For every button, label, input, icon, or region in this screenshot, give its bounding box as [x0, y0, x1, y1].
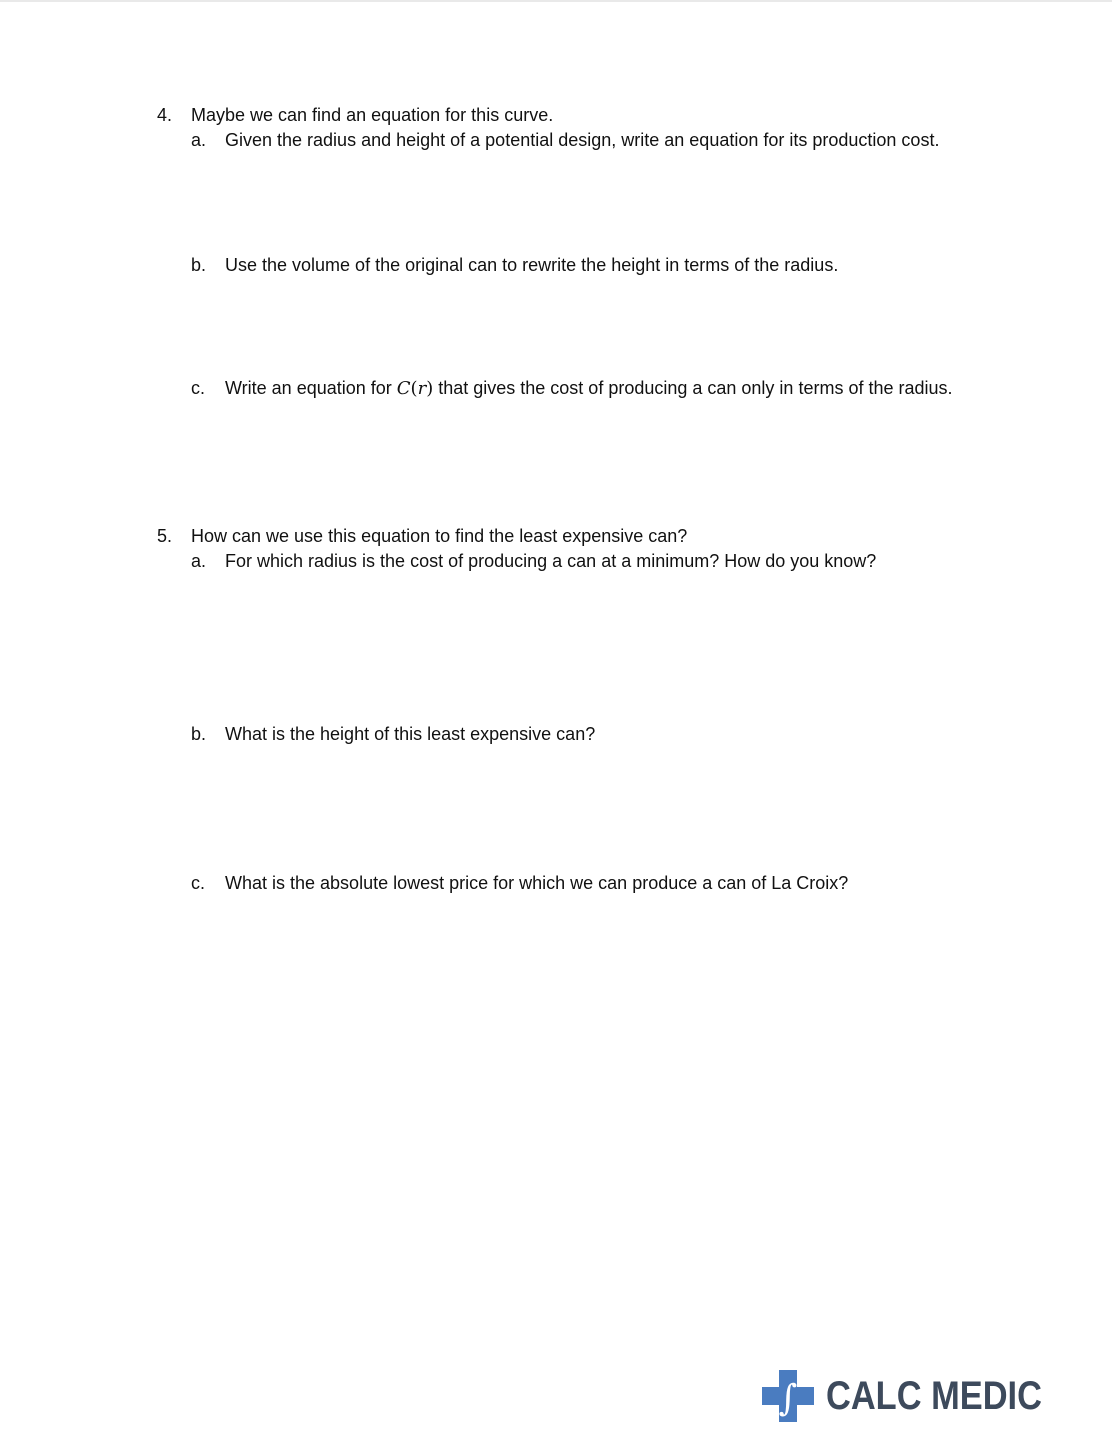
- paren-open: (: [410, 378, 418, 399]
- medical-cross-integral-icon: [762, 1370, 814, 1422]
- calc-medic-logo: [760, 1368, 1042, 1424]
- question-4b-text: Use the volume of the original can to rewrite the height in terms of the radius.: [225, 255, 839, 275]
- question-5-number: 5.: [157, 526, 173, 546]
- question-4a-text: Given the radius and height of a potential design, write an equation for its production cost.: [225, 130, 940, 150]
- question-5b-text: What is the height of this least expensive can?: [225, 724, 596, 744]
- integral-glyph: ∫: [778, 1378, 798, 1419]
- paren-close: ): [426, 378, 434, 399]
- question-5c-text: What is the absolute lowest price for which we can produce a can of La Croix?: [225, 873, 849, 893]
- cost-function-symbol: C: [396, 378, 411, 399]
- question-5a-text: For which radius is the cost of producing a can at a minimum? How do you know?: [225, 551, 877, 571]
- question-4-number: 4.: [157, 105, 173, 125]
- question-5b-letter: b.: [191, 724, 207, 744]
- question-4b-letter: b.: [191, 255, 207, 275]
- question-4-text: Maybe we can find an equation for this curve.: [191, 105, 554, 125]
- question-4c-text-after: that gives the cost of producing a can only in terms of the radius.: [433, 378, 953, 398]
- question-5-text: How can we use this equation to find the least expensive can?: [191, 526, 688, 546]
- question-4c-letter: c.: [191, 378, 206, 398]
- radius-variable: r: [417, 378, 427, 399]
- question-4a-letter: a.: [191, 130, 207, 150]
- logo-wordmark: CALC MEDIC: [826, 1374, 1042, 1418]
- question-5a-letter: a.: [191, 551, 207, 571]
- question-4c-text-before: Write an equation for: [225, 378, 397, 398]
- question-4c-text: [225, 376, 953, 401]
- question-5c-letter: c.: [191, 873, 206, 893]
